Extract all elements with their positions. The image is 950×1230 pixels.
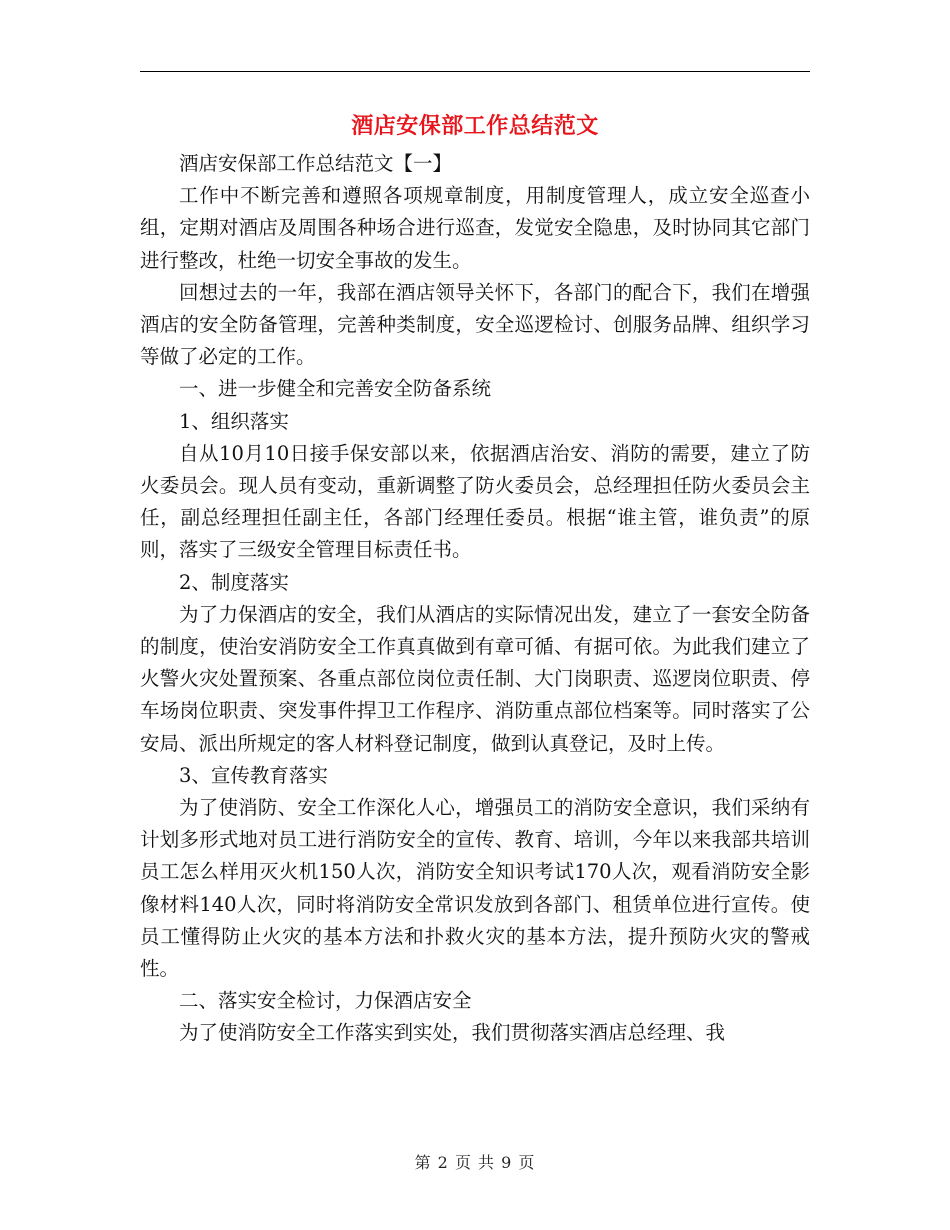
paragraph-heading-1: 一、进一步健全和完善安全防备系统 — [179, 377, 492, 401]
paragraph-subheading-1: 1、组织落实 — [179, 409, 289, 433]
paragraph: 回想过去的一年，我部在酒店领导关怀下，各部门的配合下，我们在增强酒店的安全防备管理，完善种类制度，安全巡逻检讨、创服务品牌、组织学习等做了必定的工作。 — [140, 280, 810, 369]
paragraph: 自从10月10日接手保安部以来，依据酒店治安、消防的需要，建立了防火委员会。现人员有变动，重新调整了防火委员会，总经理担任防火委员会主任，副总经理担任副主任，各部门经理任委员。根据“谁主管，谁负责”的原则，落实了三级安全管理目标责任书。 — [140, 441, 810, 562]
paragraph-subheading-2: 2、制度落实 — [179, 570, 289, 594]
document-title: 酒店安保部工作总结范文 — [351, 113, 599, 139]
paragraph: 为了力保酒店的安全，我们从酒店的实际情况出发，建立了一套安全防备的制度，使治安消防安全工作真真做到有章可循、有据可依。为此我们建立了火警火灾处置预案、各重点部位岗位责任制、大门岗职责、巡逻岗位职责、停车场岗位职责、突发事件捍卫工作程序、消防重点部位档案等。同时落实了公安局、派出所规定的客人材料登记制度，做到认真登记，及时上传。 — [140, 602, 810, 755]
paragraph-heading-2: 二、落实安全检讨，力保酒店安全 — [179, 989, 472, 1013]
paragraph-section-heading: 酒店安保部工作总结范文【一】 — [179, 152, 453, 175]
paragraph: 为了使消防安全工作落实到实处，我们贯彻落实酒店总经理、我 — [179, 1021, 726, 1045]
paragraph: 工作中不断完善和遵照各项规章制度，用制度管理人，成立安全巡查小组，定期对酒店及周围各种场合进行巡查，发觉安全隐患，及时协同其它部门进行整改，杜绝一切安全事故的发生。 — [140, 184, 810, 272]
paragraph-subheading-3: 3、宣传教育落实 — [179, 763, 328, 787]
document-body — [140, 148, 810, 1050]
page-number-footer: 第 2 页 共 9 页 — [414, 1153, 536, 1172]
paragraph: 为了使消防、安全工作深化人心，增强员工的消防安全意识，我们采纳有计划多形式地对员工进行消防安全的宣传、教育、培训，今年以来我部共培训员工怎么样用灭火机150人次，消防安全知识考试170人次，观看消防安全影像材料140人次，同时将消防安全常识发放到各部门、租赁单位进行宣传。使员工懂得防止火灾的基本方法和扑救火灾的基本方法，提升预防火灾的警戒性。 — [140, 796, 810, 981]
header-rule — [140, 71, 810, 72]
